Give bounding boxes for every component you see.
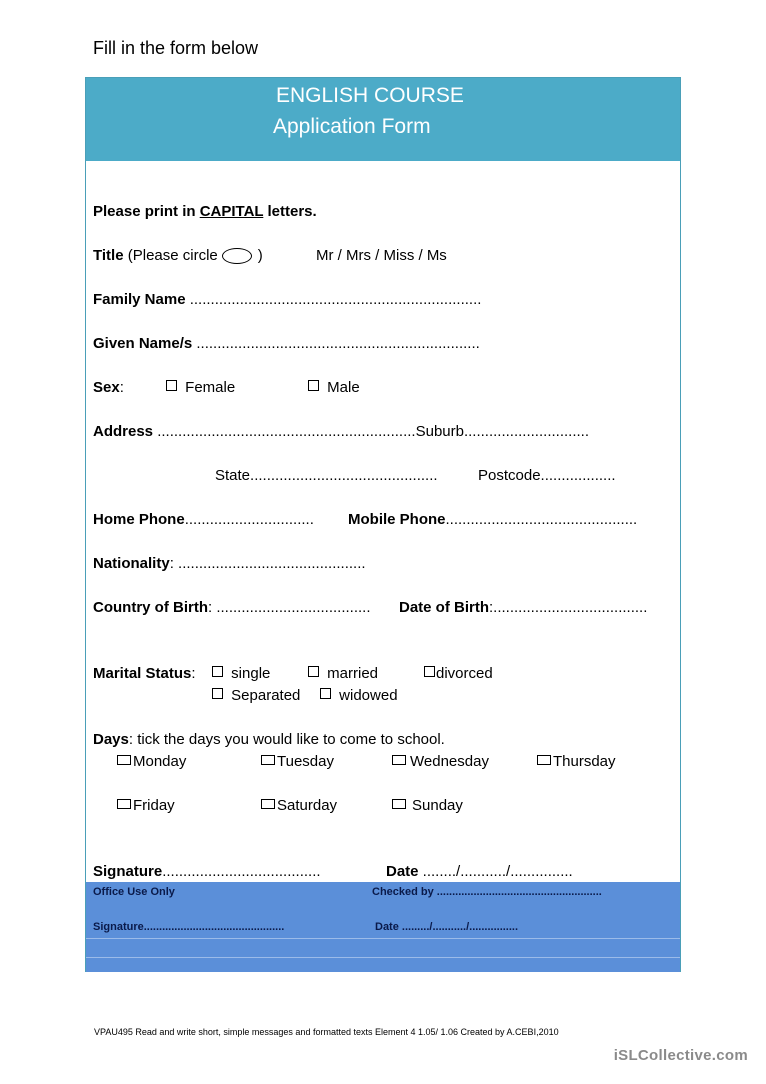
sex-male-option[interactable] bbox=[308, 379, 360, 396]
print-note-post: letters. bbox=[263, 203, 317, 220]
day-wednesday-label: Wednesday bbox=[410, 753, 489, 770]
day-monday-option[interactable] bbox=[117, 753, 186, 770]
given-names-field[interactable] bbox=[93, 335, 480, 352]
country-of-birth-label: Country of Birth bbox=[93, 599, 208, 616]
print-note-capital: CAPITAL bbox=[199, 203, 264, 220]
state-field[interactable]: State............................................. bbox=[215, 467, 438, 484]
marital-single-label: single bbox=[231, 665, 271, 682]
day-sunday-label: Sunday bbox=[412, 797, 463, 814]
office-signature[interactable]: Signature.............................................. bbox=[93, 921, 285, 933]
sex-label-row bbox=[93, 379, 124, 396]
checkbox-icon[interactable] bbox=[261, 799, 275, 809]
date-field[interactable] bbox=[386, 863, 573, 880]
days-instruction bbox=[93, 731, 445, 748]
sex-female-option[interactable] bbox=[166, 379, 235, 396]
day-thursday-option[interactable] bbox=[537, 753, 616, 770]
checkbox-icon[interactable] bbox=[424, 666, 435, 677]
given-names-line[interactable]: .................................................................... bbox=[192, 335, 480, 352]
form-subtitle: Application Form bbox=[273, 115, 431, 138]
day-monday-label: Monday bbox=[133, 753, 187, 770]
checkbox-icon[interactable] bbox=[117, 799, 131, 809]
sex-colon: : bbox=[119, 379, 124, 396]
marital-status-label-row bbox=[93, 665, 196, 682]
day-saturday-label: Saturday bbox=[277, 797, 338, 814]
mobile-phone-field[interactable] bbox=[348, 511, 637, 528]
country-of-birth-line[interactable]: : ..................................... bbox=[207, 599, 371, 616]
date-of-birth-line[interactable]: :..................................... bbox=[489, 599, 648, 616]
marital-divorced-option[interactable] bbox=[424, 665, 493, 682]
nationality-field[interactable] bbox=[93, 555, 366, 572]
office-date[interactable]: Date ........./.........../................ bbox=[375, 921, 519, 933]
office-use-title: Office Use Only bbox=[93, 886, 175, 898]
office-checked-by[interactable]: Checked by ...................................................... bbox=[372, 886, 602, 898]
day-wednesday-option[interactable] bbox=[392, 753, 489, 770]
nationality-label: Nationality bbox=[93, 555, 170, 572]
day-friday-label: Friday bbox=[133, 797, 175, 814]
date-line[interactable]: ......../.........../............... bbox=[418, 863, 573, 880]
checkbox-icon[interactable] bbox=[392, 755, 406, 765]
sex-male-label: Male bbox=[327, 379, 360, 396]
date-label: Date bbox=[386, 863, 419, 880]
circle-icon bbox=[222, 248, 252, 264]
mobile-phone-label: Mobile Phone bbox=[348, 511, 446, 528]
marital-separated-option[interactable] bbox=[212, 687, 300, 704]
date-of-birth-label: Date of Birth bbox=[399, 599, 489, 616]
application-form bbox=[85, 77, 681, 972]
checkbox-icon[interactable] bbox=[320, 688, 331, 699]
print-note-pre: Please print in bbox=[93, 203, 200, 220]
checkbox-icon[interactable] bbox=[308, 666, 319, 677]
day-tuesday-label: Tuesday bbox=[277, 753, 334, 770]
checkbox-icon[interactable] bbox=[308, 380, 319, 391]
marital-single-option[interactable] bbox=[212, 665, 270, 682]
checkbox-icon[interactable] bbox=[212, 666, 223, 677]
title-label: Title bbox=[93, 247, 124, 264]
country-of-birth-field[interactable] bbox=[93, 599, 371, 616]
address-line[interactable]: .............................................................. bbox=[153, 423, 416, 440]
marital-married-option[interactable] bbox=[308, 665, 378, 682]
home-phone-field[interactable] bbox=[93, 511, 314, 528]
marital-status-label: Marital Status bbox=[93, 665, 192, 682]
postcode-field[interactable]: Postcode.................. bbox=[478, 467, 616, 484]
suburb-field[interactable]: Suburb.............................. bbox=[415, 423, 589, 440]
marital-separated-label: Separated bbox=[231, 687, 301, 704]
title-hint-close: ) bbox=[257, 247, 263, 264]
checkbox-icon[interactable] bbox=[166, 380, 177, 391]
mobile-phone-line[interactable]: .............................................. bbox=[445, 511, 638, 528]
day-tuesday-option[interactable] bbox=[261, 753, 334, 770]
day-sunday-option[interactable] bbox=[392, 797, 463, 814]
sex-female-label: Female bbox=[185, 379, 236, 396]
title-hint: (Please circle bbox=[123, 247, 218, 264]
family-name-label: Family Name bbox=[93, 291, 186, 308]
address-label: Address bbox=[93, 423, 154, 440]
marital-status-colon: : bbox=[191, 665, 196, 682]
watermark: iSLCollective.com bbox=[613, 1047, 748, 1064]
marital-widowed-label: widowed bbox=[339, 687, 398, 704]
given-names-label: Given Name/s bbox=[93, 335, 193, 352]
office-row-2 bbox=[86, 938, 680, 958]
office-use-section bbox=[86, 882, 680, 972]
address-field[interactable] bbox=[93, 423, 589, 440]
sex-label: Sex bbox=[93, 379, 120, 396]
signature-line[interactable]: ...................................... bbox=[162, 863, 321, 880]
home-phone-label: Home Phone bbox=[93, 511, 185, 528]
day-thursday-label: Thursday bbox=[553, 753, 616, 770]
instruction-text: Fill in the form below bbox=[93, 38, 259, 58]
day-saturday-option[interactable] bbox=[261, 797, 337, 814]
checkbox-icon[interactable] bbox=[117, 755, 131, 765]
family-name-field[interactable] bbox=[93, 291, 481, 308]
marital-divorced-label: divorced bbox=[436, 665, 493, 682]
marital-widowed-option[interactable] bbox=[320, 687, 398, 704]
nationality-line[interactable]: : ............................................. bbox=[169, 555, 366, 572]
family-name-line[interactable]: ...................................................................... bbox=[185, 291, 482, 308]
print-note bbox=[93, 203, 317, 220]
signature-label: Signature bbox=[93, 863, 163, 880]
footer-text: VPAU495 Read and write short, simple messages and formatted texts Element 4 1.05/ 1.06 Created by A.CEBI,2010 bbox=[94, 1027, 559, 1037]
days-instruction-text: : tick the days you would like to come to school. bbox=[128, 731, 445, 748]
checkbox-icon[interactable] bbox=[212, 688, 223, 699]
marital-married-label: married bbox=[327, 665, 379, 682]
form-header bbox=[86, 78, 680, 161]
signature-field[interactable] bbox=[93, 863, 321, 880]
title-field bbox=[93, 247, 263, 264]
days-label: Days bbox=[93, 731, 129, 748]
form-title: ENGLISH COURSE bbox=[276, 84, 464, 107]
home-phone-line[interactable]: ............................... bbox=[184, 511, 314, 528]
date-of-birth-field[interactable] bbox=[399, 599, 647, 616]
checkbox-icon[interactable] bbox=[392, 799, 406, 809]
checkbox-icon[interactable] bbox=[537, 755, 551, 765]
title-options[interactable]: Mr / Mrs / Miss / Ms bbox=[316, 247, 447, 264]
checkbox-icon[interactable] bbox=[261, 755, 275, 765]
day-friday-option[interactable] bbox=[117, 797, 175, 814]
